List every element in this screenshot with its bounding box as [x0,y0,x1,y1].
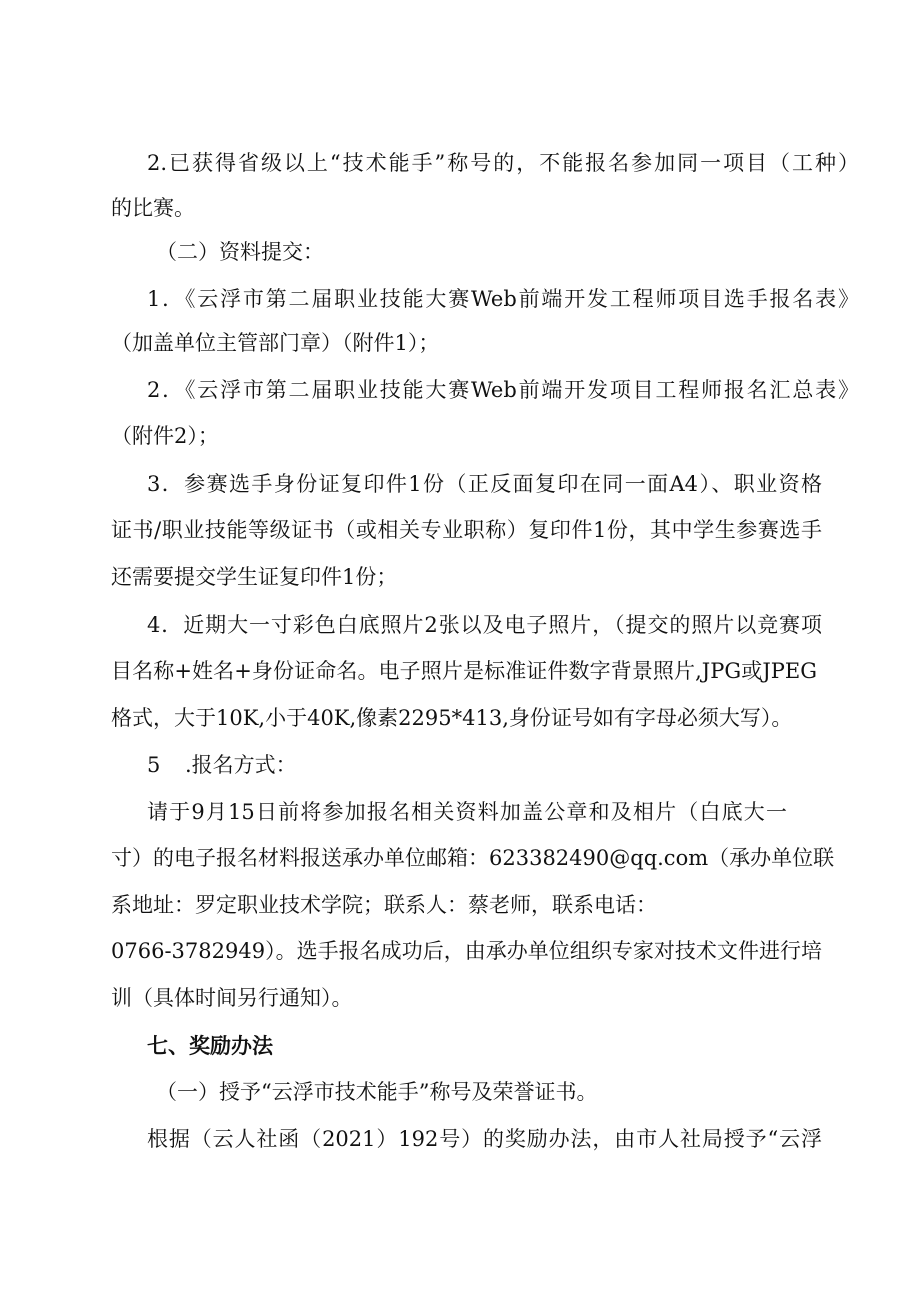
paragraph-line: 根据（云人社函（2021）192号）的奖励办法，由市人社局授予“云浮 [147,1127,822,1151]
paragraph-line: 还需要提交学生证复印件1份； [111,565,398,589]
paragraph-line: （加盖单位主管部门章）（附件1）； [111,331,440,355]
paragraph-line: 寸）的电子报名材料报送承办单位邮箱：623382490@qq.com（承办单位联 [111,846,835,870]
paragraph-line: 训（具体时间另行通知）。 [111,986,353,1010]
paragraph-line: 系地址：罗定职业技术学院；联系人：蔡老师，联系电话： [111,893,657,917]
list-item: 2．《云浮市第二届职业技能大赛Web前端开发项目工程师报名汇总表》 [147,378,859,402]
paragraph-line: （附件2）； [111,424,219,448]
paragraph-line: 请于9月15日前将参加报名相关资料加盖公章和及相片（白底大一 [147,800,787,824]
paragraph-line: 0766-3782949）。选手报名成功后，由承办单位组织专家对技术文件进行培 [111,939,822,963]
paragraph-line: 2.已获得省级以上“技术能手”称号的，不能报名参加同一项目（工种） [147,151,859,175]
paragraph-line: 证书/职业技能等级证书（或相关专业职称）复印件1份，其中学生参赛选手 [111,518,822,542]
paragraph-line: 目名称+姓名+身份证命名。电子照片是标准证件数字背景照片,JPG或JPEG [111,659,817,683]
subsection-heading: （一）授予“云浮市技术能手”称号及荣誉证书。 [156,1080,598,1104]
item-label: .报名方式： [185,753,297,777]
list-item: 1．《云浮市第二届职业技能大赛Web前端开发工程师项目选手报名表》 [147,287,859,311]
subsection-heading: （二）资料提交： [156,240,324,264]
item-number: 5 [147,753,161,777]
list-item: 3．参赛选手身份证复印件1份（正反面复印在同一面A4）、职业资格 [147,472,822,496]
paragraph-line: 格式，大于10K,小于40K,像素2295*413,身份证号如有字母必须大写）。 [111,706,793,730]
section-heading: 七、奖励办法 [147,1034,273,1058]
list-item-5 [147,750,297,780]
paragraph-line: 的比赛。 [111,196,195,220]
list-item: 4．近期大一寸彩色白底照片2张以及电子照片，（提交的照片以竞赛项 [147,613,822,637]
